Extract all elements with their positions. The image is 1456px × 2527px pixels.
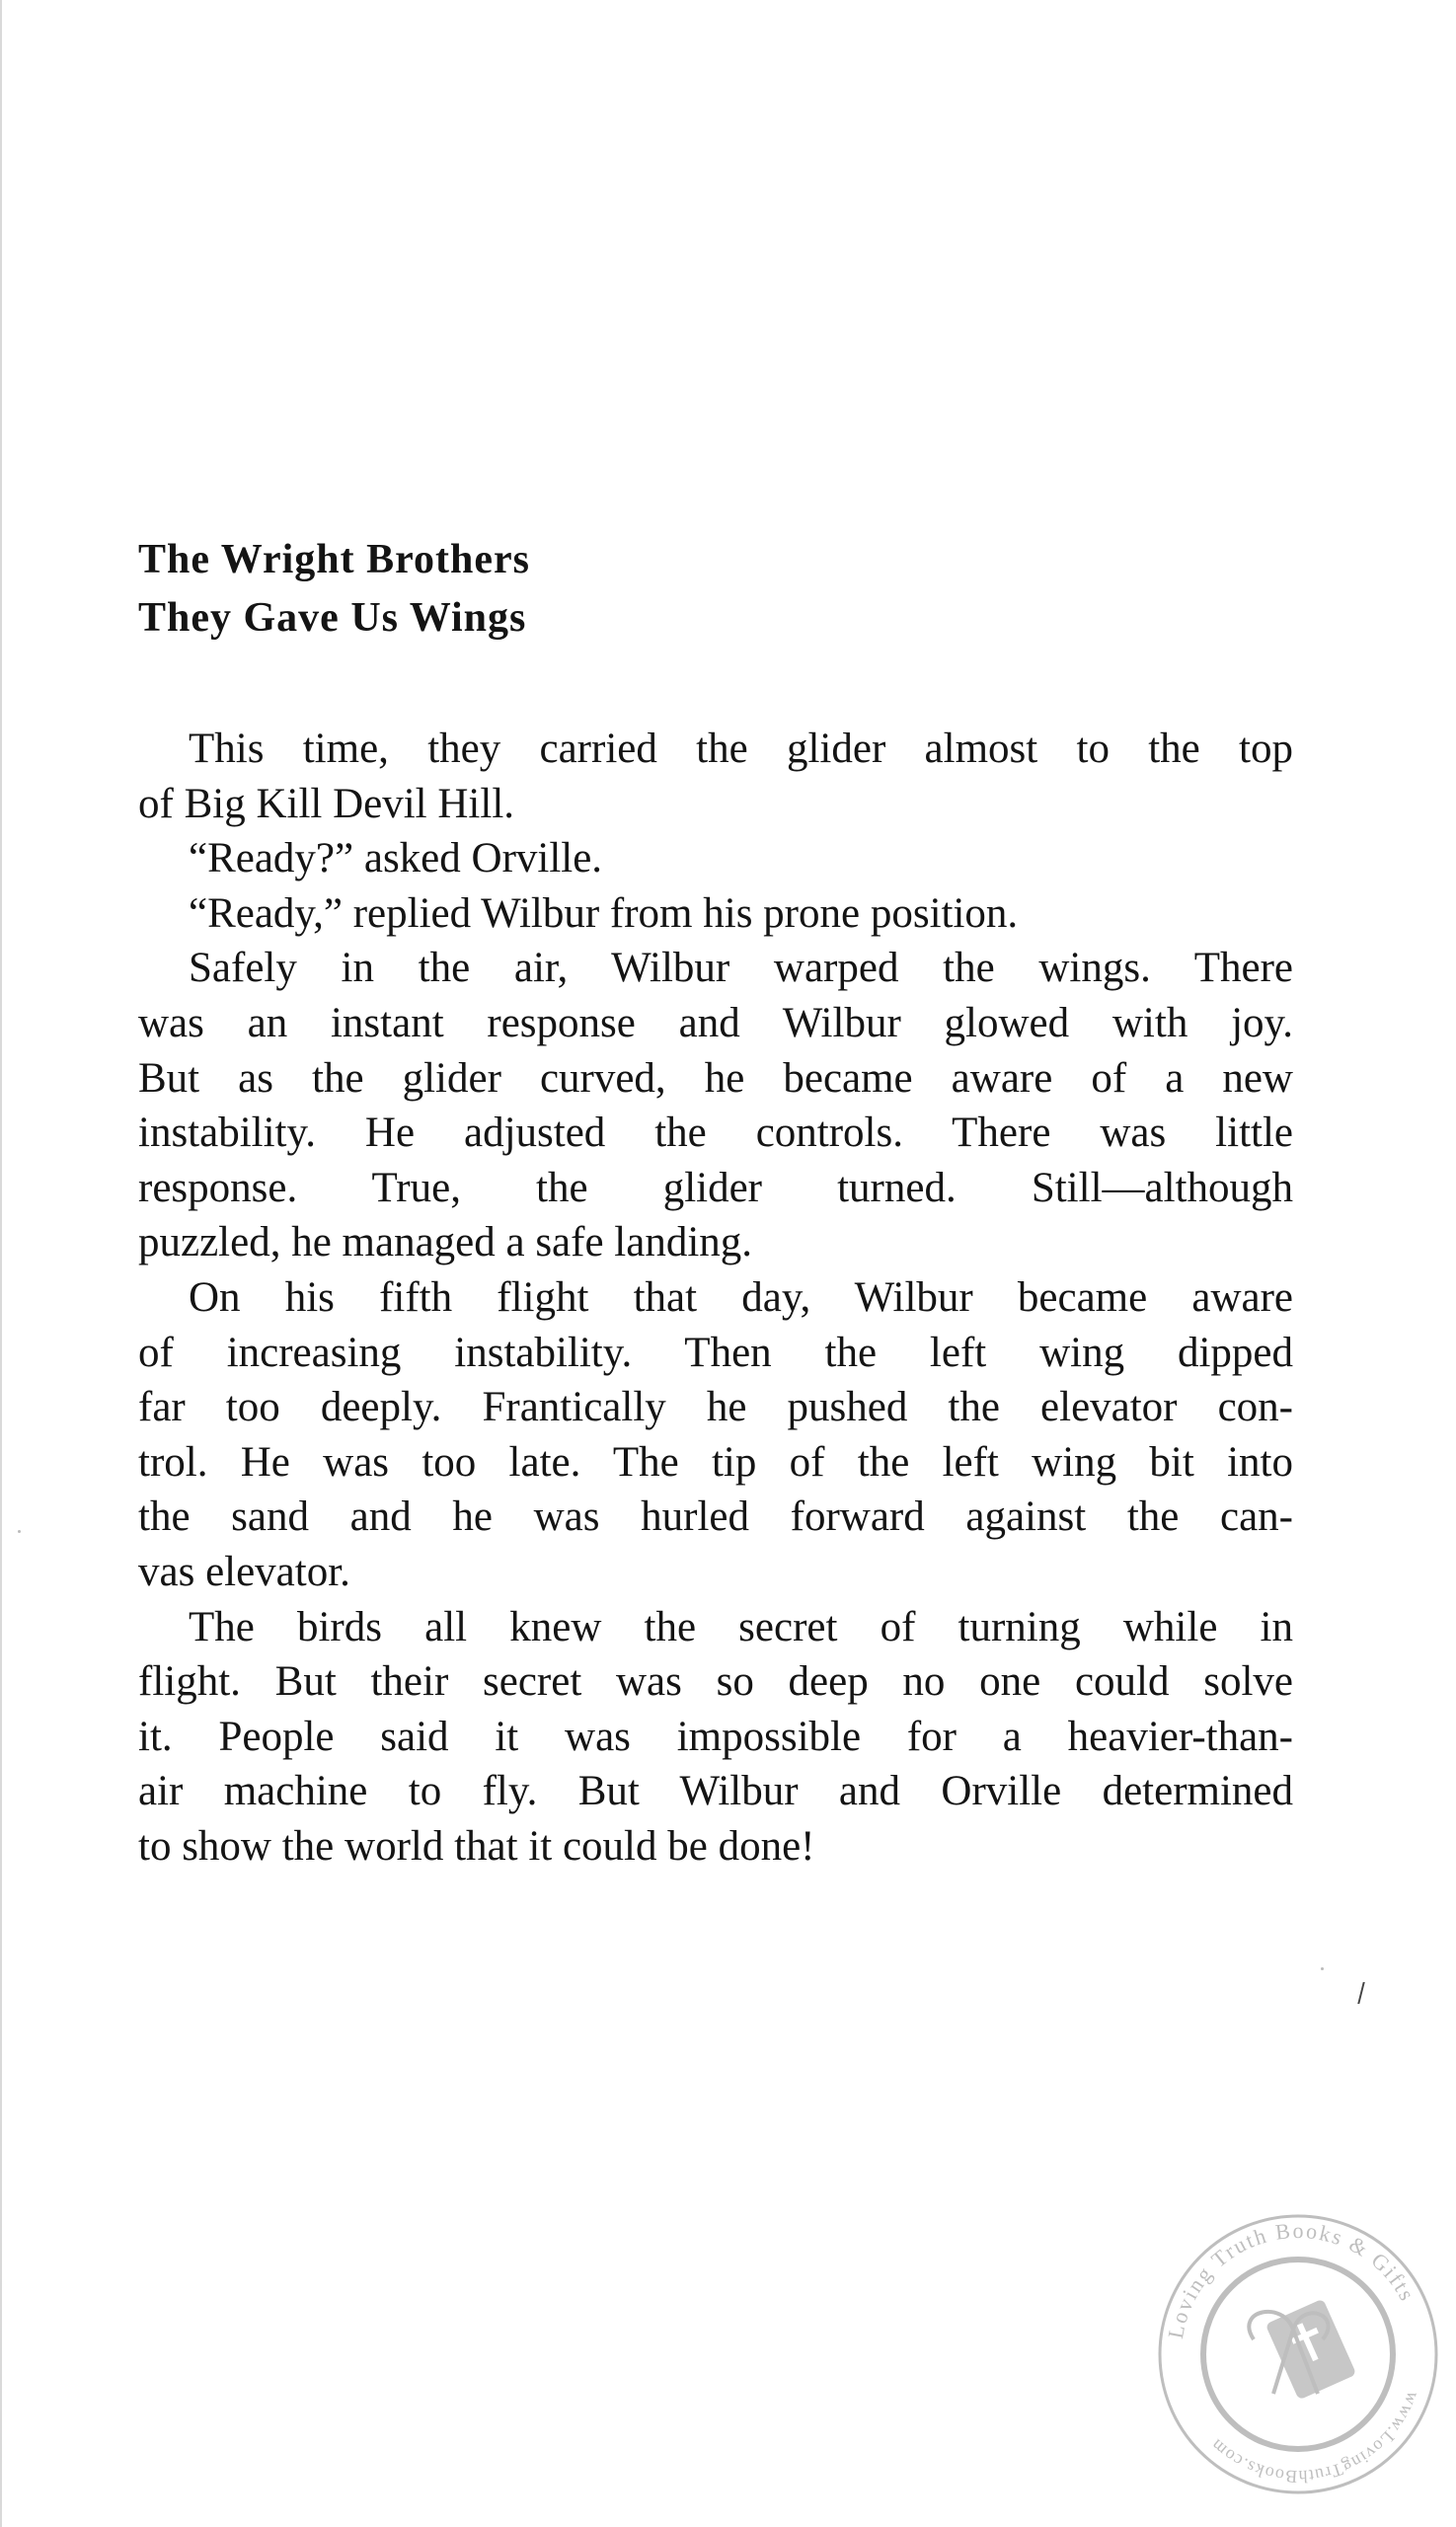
body-line: Safely in the air, Wilbur warped the wings. There <box>189 945 1293 992</box>
watermark-text-top: Loving Truth Books & Gifts <box>1163 2217 1420 2341</box>
page-edge <box>0 0 2 2527</box>
body-line: “Ready,” replied Wilbur from his prone position. <box>189 889 1019 937</box>
body-line: of increasing instability. Then the left wing dipped <box>138 1329 1293 1376</box>
body-line: was an instant response and Wilbur glowed with joy. <box>138 999 1293 1046</box>
body-line: to show the world that it could be done! <box>138 1822 815 1870</box>
body-line: “Ready?” asked Orville. <box>189 835 603 882</box>
scan-speck <box>18 1530 21 1533</box>
svg-text:www.LovingTruthBooks.com <box>1206 2389 1423 2487</box>
body-line: it. People said it was impossible for a heavier-than- <box>138 1713 1293 1760</box>
body-line: response. True, the glider turned. Still—although <box>138 1164 1293 1211</box>
body-line: trol. He was too late. The tip of the left wing bit into <box>138 1438 1293 1486</box>
stray-pen-mark <box>1357 1982 1368 2004</box>
body-line: puzzled, he managed a safe landing. <box>138 1219 753 1266</box>
body-line: instability. He adjusted the controls. There was little <box>138 1110 1293 1157</box>
body-line: air machine to fly. But Wilbur and Orville determined <box>138 1768 1293 1815</box>
body-line: The birds all knew the secret of turning while in <box>189 1603 1293 1650</box>
body-line: But as the glider curved, he became aware of a new <box>138 1054 1293 1102</box>
body-line: On his fifth flight that day, Wilbur became aware <box>189 1273 1293 1321</box>
body-line: This time, they carried the glider almost to the top <box>189 726 1293 772</box>
watermark-seal <box>1135 2191 1456 2517</box>
body-line: flight. But their secret was so deep no one could solve <box>138 1658 1293 1706</box>
title-line-1: The Wright Brothers <box>138 537 531 582</box>
title-line-2: They Gave Us Wings <box>138 595 527 641</box>
body-line: vas elevator. <box>138 1548 350 1595</box>
body-line: of Big Kill Devil Hill. <box>138 780 515 827</box>
body-line: the sand and he was hurled forward against the can- <box>138 1493 1293 1541</box>
page-title <box>138 531 530 648</box>
watermark-text-side: www.LovingTruthBooks.com <box>1206 2389 1424 2488</box>
body-line: far too deeply. Frantically he pushed the elevator con- <box>138 1384 1293 1431</box>
body-text <box>138 722 1293 1874</box>
scan-speck <box>1321 1967 1324 1970</box>
